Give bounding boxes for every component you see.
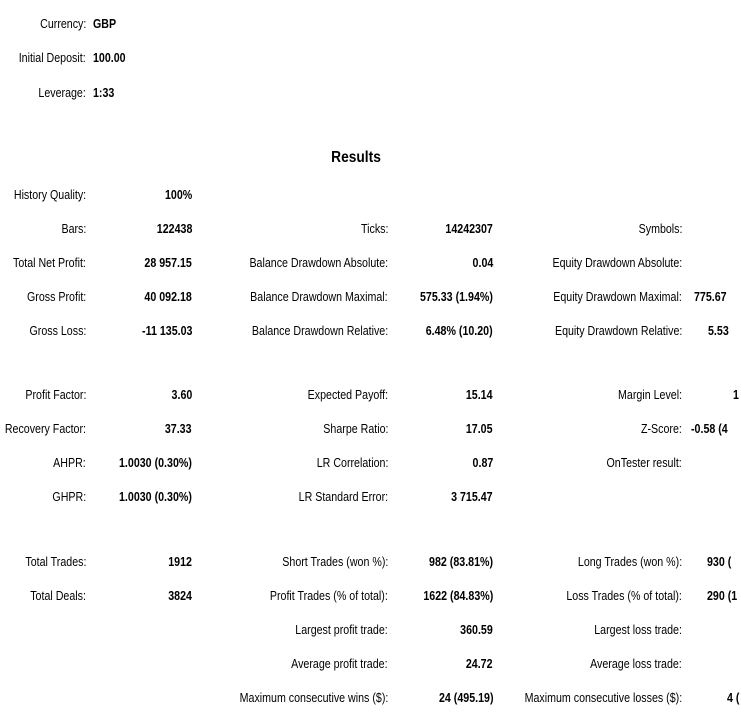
max-consecutive-losses-label: Maximum consecutive losses ($):	[524, 690, 682, 705]
lr-correlation-label: LR Correlation:	[316, 455, 388, 470]
gross-loss-value: -11 135.03	[141, 323, 192, 338]
total-deals-label: Total Deals:	[30, 588, 86, 603]
equity-drawdown-maximal-value: 775.67	[694, 289, 727, 304]
lr-correlation-value: 0.87	[472, 455, 493, 470]
balance-drawdown-absolute-value: 0.04	[472, 255, 493, 270]
sharpe-ratio-label: Sharpe Ratio:	[322, 421, 388, 436]
largest-profit-trade-value: 360.59	[460, 622, 493, 637]
loss-trades-value: 290 (1	[707, 588, 738, 603]
total-trades-label: Total Trades:	[24, 554, 86, 569]
balance-drawdown-absolute-label: Balance Drawdown Absolute:	[249, 255, 388, 270]
currency-label: Currency:	[39, 16, 86, 31]
recovery-factor-label: Recovery Factor:	[4, 421, 86, 436]
z-score-label: Z-Score:	[641, 421, 682, 436]
long-trades-value: 930 (	[707, 554, 732, 569]
leverage-label: Leverage:	[38, 85, 86, 100]
short-trades-value: 982 (83.81%)	[428, 554, 493, 569]
sharpe-ratio-value: 17.05	[466, 421, 493, 436]
equity-drawdown-maximal-label: Equity Drawdown Maximal:	[553, 289, 682, 304]
margin-level-value: 1	[733, 387, 739, 402]
balance-drawdown-maximal-value: 575.33 (1.94%)	[420, 289, 493, 304]
average-profit-trade-value: 24.72	[466, 656, 493, 671]
profit-factor-label: Profit Factor:	[24, 387, 86, 402]
equity-drawdown-relative-label: Equity Drawdown Relative:	[554, 323, 682, 338]
profit-trades-label: Profit Trades (% of total):	[270, 588, 388, 603]
ghpr-value: 1.0030 (0.30%)	[119, 489, 192, 504]
largest-loss-trade-label: Largest loss trade:	[594, 622, 682, 637]
total-trades-value: 1912	[168, 554, 192, 569]
total-deals-value: 3824	[168, 588, 192, 603]
ticks-value: 14242307	[445, 221, 493, 236]
ticks-label: Ticks:	[360, 221, 388, 236]
history-quality-label: History Quality:	[13, 187, 86, 202]
lr-standard-error-label: LR Standard Error:	[298, 489, 388, 504]
symbols-label: Symbols:	[638, 221, 682, 236]
gross-loss-label: Gross Loss:	[29, 323, 86, 338]
expected-payoff-label: Expected Payoff:	[307, 387, 388, 402]
margin-level-label: Margin Level:	[618, 387, 682, 402]
max-consecutive-wins-label: Maximum consecutive wins ($):	[239, 690, 388, 705]
short-trades-label: Short Trades (won %):	[281, 554, 388, 569]
equity-drawdown-relative-value: 5.53	[708, 323, 729, 338]
balance-drawdown-relative-label: Balance Drawdown Relative:	[251, 323, 388, 338]
equity-drawdown-absolute-label: Equity Drawdown Absolute:	[552, 255, 682, 270]
leverage-value: 1:33	[93, 85, 115, 100]
bars-label: Bars:	[61, 221, 86, 236]
z-score-value: -0.58 (4	[691, 421, 728, 436]
gross-profit-label: Gross Profit:	[26, 289, 86, 304]
ontester-result-label: OnTester result:	[606, 455, 682, 470]
long-trades-label: Long Trades (won %):	[577, 554, 682, 569]
gross-profit-value: 40 092.18	[144, 289, 192, 304]
max-consecutive-losses-value: 4 (	[727, 690, 740, 705]
max-consecutive-wins-value: 24 (495.19)	[438, 690, 493, 705]
average-profit-trade-label: Average profit trade:	[291, 656, 388, 671]
initial-deposit-label: Initial Deposit:	[19, 50, 86, 65]
bars-value: 122438	[156, 221, 192, 236]
balance-drawdown-relative-value: 6.48% (10.20)	[426, 323, 493, 338]
profit-trades-value: 1622 (84.83%)	[423, 588, 493, 603]
ahpr-label: AHPR:	[53, 455, 86, 470]
history-quality-value: 100%	[164, 187, 192, 202]
total-net-profit-value: 28 957.15	[144, 255, 192, 270]
currency-value: GBP	[93, 16, 117, 31]
results-title: Results	[331, 149, 381, 166]
expected-payoff-value: 15.14	[466, 387, 493, 402]
ghpr-label: GHPR:	[52, 489, 86, 504]
average-loss-trade-label: Average loss trade:	[590, 656, 682, 671]
profit-factor-value: 3.60	[171, 387, 192, 402]
balance-drawdown-maximal-label: Balance Drawdown Maximal:	[250, 289, 388, 304]
initial-deposit-value: 100.00	[93, 50, 126, 65]
largest-profit-trade-label: Largest profit trade:	[295, 622, 388, 637]
loss-trades-label: Loss Trades (% of total):	[566, 588, 682, 603]
recovery-factor-value: 37.33	[165, 421, 192, 436]
total-net-profit-label: Total Net Profit:	[13, 255, 86, 270]
lr-standard-error-value: 3 715.47	[451, 489, 493, 504]
ahpr-value: 1.0030 (0.30%)	[119, 455, 192, 470]
